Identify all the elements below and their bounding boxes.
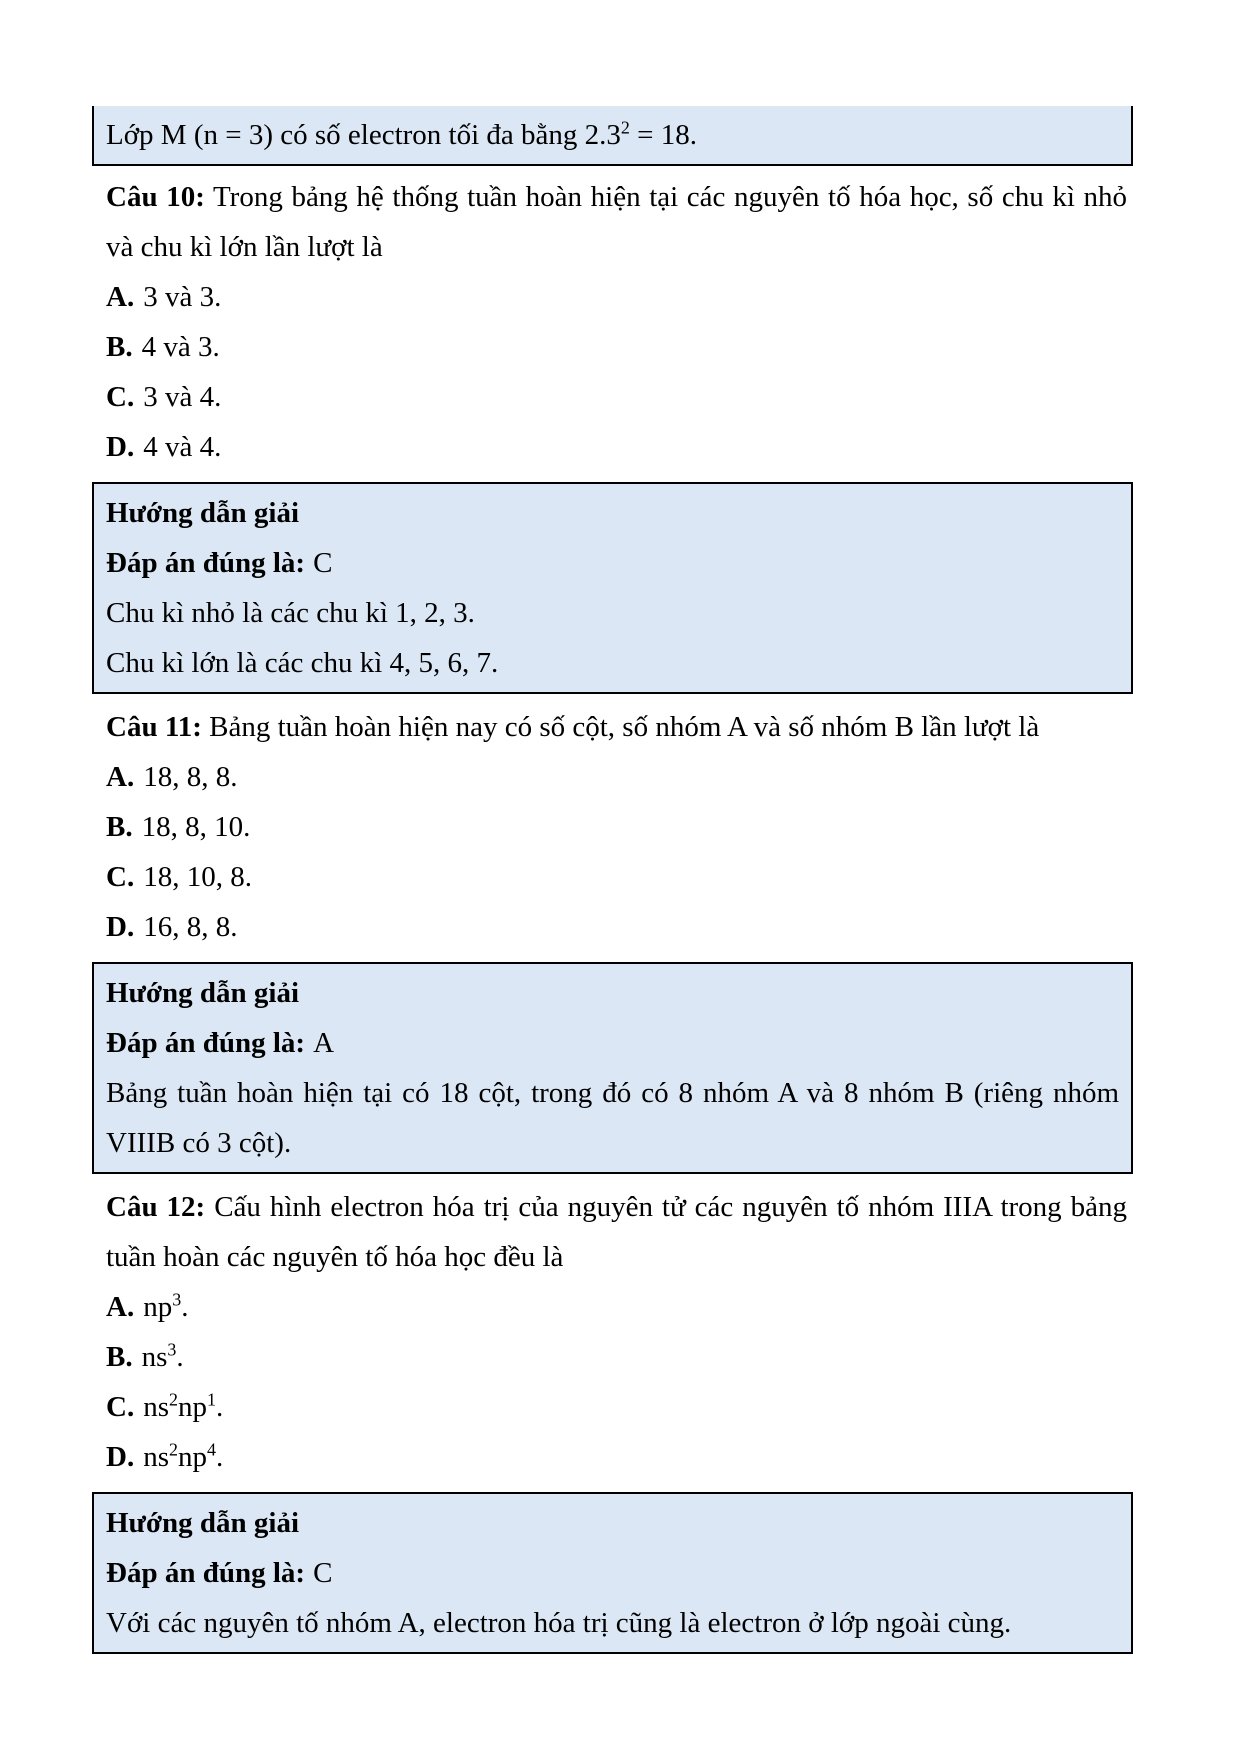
- option-row-a: [92, 1282, 1133, 1332]
- option-row-a: [92, 272, 1133, 322]
- solution-line: Với các nguyên tố nhóm A, electron hóa trị cũng là electron ở lớp ngoài cùng.: [106, 1607, 1012, 1639]
- option-text: 3 và 3.: [143, 281, 222, 313]
- option-row-d: [92, 1432, 1133, 1482]
- option-letter: C.: [106, 1391, 135, 1423]
- solution-answer: [94, 1018, 1131, 1068]
- question-11-options: [92, 752, 1133, 952]
- option-text: $ns^2np^4$.: [143, 1439, 224, 1473]
- note-superscript: 2: [620, 117, 630, 138]
- question-text: Trong bảng hệ thống tuần hoàn hiện tại các nguyên tố hóa học, số chu kì nhỏ và chu kì lớn lần lượt là: [106, 181, 1128, 263]
- question-label: Câu 10:: [106, 181, 205, 213]
- option-text: $np^3$.: [143, 1289, 189, 1323]
- option-letter: A.: [106, 1291, 135, 1323]
- option-text: $ns^3$.: [141, 1339, 184, 1373]
- solution-box-12: [92, 1492, 1133, 1654]
- answer-letter: A: [313, 1027, 335, 1059]
- question-10-text: [92, 172, 1133, 272]
- question-text: Bảng tuần hoàn hiện nay có số cột, số nhóm A và số nhóm B lần lượt là: [209, 711, 1040, 743]
- question-11-text: [92, 702, 1133, 752]
- question-10-options: [92, 272, 1133, 472]
- question-label: Câu 12:: [106, 1191, 206, 1223]
- solution-line: Chu kì lớn là các chu kì 4, 5, 6, 7.: [106, 647, 499, 679]
- question-12-block: [92, 1182, 1133, 1654]
- note-text: [94, 106, 1131, 164]
- question-12-options: [92, 1282, 1133, 1482]
- solution-heading: Hướng dẫn giải: [106, 497, 300, 529]
- option-letter: C.: [106, 861, 135, 893]
- option-row-c: [92, 1382, 1133, 1432]
- option-letter: B.: [106, 331, 133, 363]
- answer-label: Đáp án đúng là:: [106, 1027, 306, 1059]
- option-text: 18, 10, 8.: [143, 861, 252, 893]
- answer-label: Đáp án đúng là:: [106, 547, 306, 579]
- note-highlight-box: [92, 106, 1133, 166]
- answer-letter: C: [313, 547, 333, 579]
- option-text: 4 và 4.: [143, 431, 222, 463]
- question-label: Câu 11:: [106, 711, 202, 743]
- option-text: 18, 8, 8.: [143, 761, 238, 793]
- solution-line: Bảng tuần hoàn hiện tại có 18 cột, trong đó có 8 nhóm A và 8 nhóm B (riêng nhóm VIIIB có 3 cột).: [106, 1077, 1119, 1159]
- option-letter: A.: [106, 281, 135, 313]
- option-letter: A.: [106, 761, 135, 793]
- solution-answer: [94, 538, 1131, 588]
- page-content: [92, 0, 1133, 1654]
- option-letter: B.: [106, 811, 133, 843]
- solution-line: Chu kì nhỏ là các chu kì 1, 2, 3.: [106, 597, 475, 629]
- answer-letter: C: [313, 1557, 333, 1589]
- solution-box-11: [92, 962, 1133, 1174]
- question-10-block: [92, 172, 1133, 694]
- question-12-text: [92, 1182, 1133, 1282]
- option-row-b: [92, 322, 1133, 372]
- answer-label: Đáp án đúng là:: [106, 1557, 306, 1589]
- option-letter: B.: [106, 1341, 133, 1373]
- solution-answer: [94, 1548, 1131, 1598]
- question-text: Cấu hình electron hóa trị của nguyên tử các nguyên tố nhóm IIIA trong bảng tuần hoàn các nguyên tố hóa học đều là: [106, 1191, 1127, 1273]
- option-letter: D.: [106, 431, 135, 463]
- option-letter: D.: [106, 911, 135, 943]
- option-row-c: [92, 372, 1133, 422]
- option-row-d: [92, 902, 1133, 952]
- option-text: 16, 8, 8.: [143, 911, 238, 943]
- solution-heading: Hướng dẫn giải: [106, 977, 300, 1009]
- solution-box-10: [92, 482, 1133, 694]
- note-text-post: = 18.: [629, 119, 697, 151]
- option-row-a: [92, 752, 1133, 802]
- option-text: $ns^2np^1$.: [143, 1389, 224, 1423]
- option-letter: D.: [106, 1441, 135, 1473]
- option-text: 4 và 3.: [141, 331, 220, 363]
- option-row-b: [92, 1332, 1133, 1382]
- option-text: 18, 8, 10.: [141, 811, 251, 843]
- question-11-block: [92, 702, 1133, 1174]
- option-text: 3 và 4.: [143, 381, 222, 413]
- solution-heading: Hướng dẫn giải: [106, 1507, 300, 1539]
- note-text-pre: Lớp M (n = 3) có số electron tối đa bằng 2.3: [106, 119, 621, 151]
- option-row-d: [92, 422, 1133, 472]
- option-row-b: [92, 802, 1133, 852]
- option-row-c: [92, 852, 1133, 902]
- option-letter: C.: [106, 381, 135, 413]
